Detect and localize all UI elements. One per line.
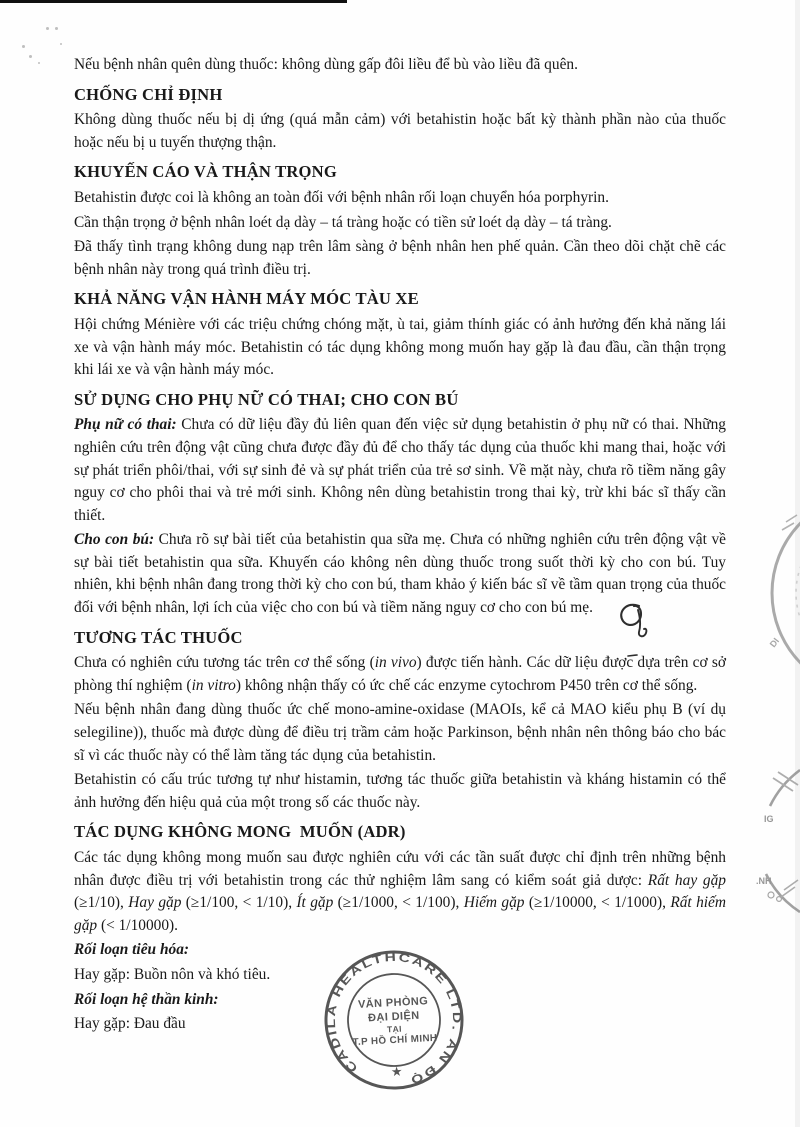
text-run: Rối loạn hệ thần kinh: [74, 990, 219, 1008]
scan-speck [38, 62, 40, 64]
paragraph [74, 109, 726, 154]
text-run: Các tác dụng không mong muốn sau được nghiên cứu với các tần suất được chỉ định trên những bệnh nhân được điều trị với betahistin trong các thử nghiệm lâm sang có kiểm soát giả dược: [74, 849, 726, 889]
text-run: Hội chứng Ménière với các triệu chứng chóng mặt, ù tai, giảm thính giác có ảnh hưởng đến khả năng lái xe và vận hành máy móc. Betahistin có tác dụng không mong muốn hay gặp là đau đầu, cần thận trọng khi lái xe và vận hành máy móc. [74, 315, 726, 379]
scan-speck [46, 27, 49, 30]
text-run: Không dùng thuốc nếu bị dị ứng (quá mẫn cảm) với betahistin hoặc bất kỳ thành phần nào của thuốc hoặc nếu bị u tuyến thượng thận. [74, 111, 726, 151]
text-run: (≥1/10), [74, 894, 129, 912]
paragraph [74, 54, 726, 77]
text-run: ) không nhận thấy có ức chế các enzyme cytochrom P450 trên cơ thể sống. [235, 676, 698, 694]
paragraph [74, 187, 726, 210]
edge-stamp-fragment-1 [758, 508, 800, 678]
text-run: (< 1/10000). [97, 916, 179, 934]
text-run: Nếu bệnh nhân đang dùng thuốc ức chế mono-amine-oxidase (MAOIs, kể cả MAO kiểu phụ B (ví dụ selegiline)), thuốc mà được dùng để điều trị trầm cảm hoặc Parkinson, bệnh nhân nên thông báo cho bác sĩ vì các thuốc này có thể làm tăng tác dụng của betahistin. [74, 701, 726, 764]
section-heading: KHUYẾN CÁO VÀ THẬN TRỌNG [74, 162, 337, 182]
text-run: Hay gặp: Buồn nôn và khó tiêu. [74, 965, 271, 983]
svg-text:.NH: .NH [756, 876, 772, 886]
paragraph [74, 699, 726, 767]
scan-artifact-top-bar [0, 0, 347, 3]
paragraph [74, 414, 726, 527]
section-heading: SỬ DỤNG CHO PHỤ NỮ CÓ THAI; CHO CON BÚ [74, 389, 459, 409]
text-run: Hay gặp: Đau đầu [74, 1015, 186, 1033]
text-run: Chưa rõ sự bài tiết của betahistin qua sữa mẹ. Chưa có những nghiên cứu trên động vật về sự bài tiết betahistin qua sữa. Khuyến cáo không nên dùng thuốc trong suốt thời kỳ cho con bú. Tuy nhiên, khi bệnh nhân đang trong thời kỳ cho con bú, tham khảo ý kiến bác sĩ về tầm quan trọng của thuốc đối với bệnh nhân, lợi ích của việc cho con bú và tiềm năng nguy cơ cho con bú mẹ. [74, 531, 726, 617]
text-run: ) được tiến hành. Các dữ liệu được dựa trên cơ sở phòng thí nghiệm ( [74, 654, 726, 694]
text-run: Betahistin có cấu trúc tương tự như histamin, tương tác thuốc giữa betahistin và kháng histamin có thể ảnh hưởng đến hiệu quả của một trong số các thuốc này. [74, 771, 726, 811]
company-stamp [316, 942, 472, 1098]
text-run: in vitro [191, 676, 236, 694]
text-run: (≥1/100, < 1/10), [181, 894, 297, 912]
paragraph [74, 212, 726, 235]
edge-stamp-fragment-2 [754, 762, 800, 918]
paragraph [74, 769, 726, 814]
text-run: Rối loạn tiêu hóa: [74, 941, 190, 959]
svg-text:DI: DI [767, 635, 782, 650]
document-body [74, 52, 726, 1038]
text-run: Chưa có nghiên cứu tương tác trên cơ thể sống ( [74, 654, 375, 672]
stamp-center-text [338, 979, 450, 1065]
stamp-star: ★ [390, 1063, 403, 1080]
section-heading: KHẢ NĂNG VẬN HÀNH MÁY MÓC TÀU XE [74, 289, 419, 309]
scan-speck [60, 43, 62, 45]
stamp-center-line: TẠI [386, 1023, 403, 1035]
section-heading: TÁC DỤNG KHÔNG MONG MUỐN (ADR) [74, 822, 406, 842]
text-run: Phụ nữ có thai: [74, 416, 182, 434]
text-run: Nếu bệnh nhân quên dùng thuốc: không dùng gấp đôi liều để bù vào liều đã quên. [74, 56, 578, 73]
text-run: Cho con bú: [74, 531, 159, 549]
text-run: (≥1/1000, < 1/100), [333, 894, 464, 912]
section-heading: CHỐNG CHỈ ĐỊNH [74, 84, 223, 104]
svg-text:IG: IG [764, 814, 774, 824]
stamp-center-line: VĂN PHÒNG [357, 995, 429, 1011]
section-heading: TƯƠNG TÁC THUỐC [74, 627, 243, 647]
text-run: Chưa có dữ liệu đầy đủ liên quan đến việc sử dụng betahistin ở phụ nữ có thai. Những nghiên cứu trên động vật cũng chưa được đầy đủ để cho thấy tác dụng của thuốc khi mang thai, hoặc với sự phát triển phôi/thai, với sự sinh đẻ và sự phát triển của trẻ sơ sinh. Về mặt này, chưa rõ tiềm năng gây nguy cơ cho phôi thai và trẻ mới sinh. Không nên dùng betahistin trong thai kỳ, trừ khi bác sĩ thấy cần thiết. [74, 416, 726, 524]
text-run: Rất hiếm gặp [74, 894, 726, 934]
paragraph [74, 314, 726, 382]
stamp-center-line: ĐẠI DIỆN [367, 1009, 420, 1024]
stamp-ring-text: CADILA HEALTHCARE LTD. ẤN ĐỘ [325, 951, 463, 1085]
text-run: Đã thấy tình trạng không dung nạp trên lâm sàng ở bệnh nhân hen phế quản. Cần theo dõi chặt chẽ các bệnh nhân này trong quá trình điều trị. [74, 238, 726, 278]
text-run: Cần thận trọng ở bệnh nhân loét dạ dày – tá tràng hoặc có tiền sử loét dạ dày – tá tràng. [74, 213, 612, 231]
handwritten-mark [610, 600, 658, 662]
text-run: Rất hay gặp [647, 871, 726, 889]
text-run: Hay gặp [128, 894, 182, 912]
text-run: Betahistin được coi là không an toàn đối với bệnh nhân rối loạn chuyển hóa porphyrin. [74, 188, 609, 206]
paragraph [74, 847, 726, 937]
text-run: (≥1/10000, < 1/1000), [524, 894, 671, 912]
scan-speck [55, 27, 58, 30]
text-run: Ít gặp [296, 894, 334, 912]
scan-speck [29, 55, 32, 58]
scan-speck [22, 45, 25, 48]
text-run: in vivo [374, 654, 417, 672]
stamp-center-line: T.P HỒ CHÍ MINH [352, 1032, 438, 1049]
paragraph [74, 236, 726, 281]
text-run: Hiếm gặp [463, 894, 525, 912]
